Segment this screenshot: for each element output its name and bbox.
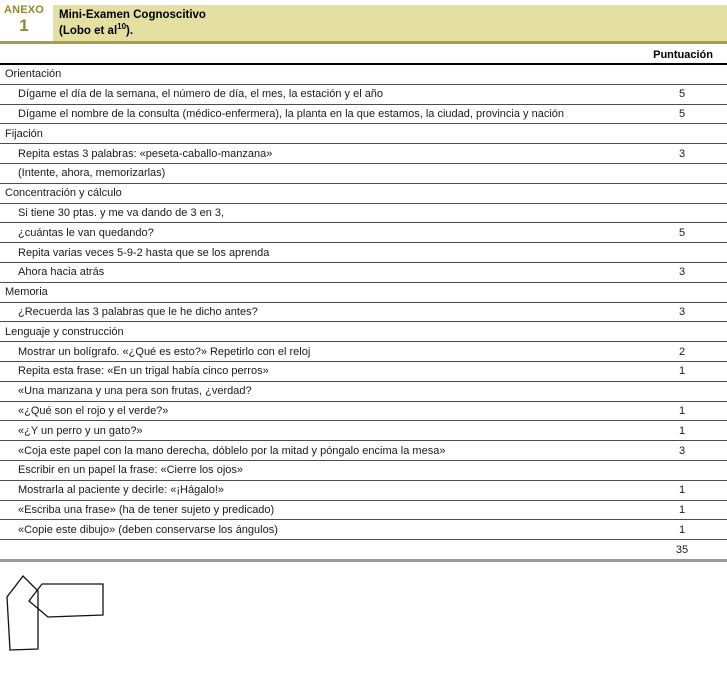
row-text: Mostrar un bolígrafo. «¿Qué es esto?» Repetirlo con el reloj bbox=[18, 345, 311, 358]
row-text: ¿Recuerda las 3 palabras que le he dicho antes? bbox=[18, 305, 258, 318]
row-text: Repita varias veces 5-9-2 hasta que se los aprenda bbox=[18, 246, 270, 259]
row-score: 3 bbox=[678, 305, 686, 318]
row-text: Orientación bbox=[5, 68, 62, 81]
row-text: Dígame el día de la semana, el número de día, el mes, la estación y el año bbox=[18, 88, 384, 101]
row-text: Si tiene 30 ptas. y me va dando de 3 en 3, bbox=[18, 206, 225, 219]
row-text: Memoria bbox=[5, 286, 48, 299]
table-row bbox=[0, 105, 727, 125]
row-text: «¿Qué son el rojo y el verde?» bbox=[18, 404, 169, 417]
row-text: Repita esta frase: «En un trigal había cinco perros» bbox=[18, 365, 269, 378]
row-text: ¿cuántas le van quedando? bbox=[18, 226, 154, 239]
row-text: (Intente, ahora, memorizarlas) bbox=[18, 167, 166, 180]
row-score: 1 bbox=[678, 523, 686, 536]
row-text: «Coja este papel con la mano derecha, dóblelo por la mitad y póngalo encima la mesa» bbox=[18, 444, 446, 457]
total-row bbox=[0, 540, 727, 562]
table-row bbox=[0, 204, 727, 224]
exam-table bbox=[0, 63, 727, 562]
row-score: 3 bbox=[678, 444, 686, 457]
document-subtitle: (Lobo et $al^{10}$). bbox=[59, 22, 134, 37]
table-row bbox=[0, 421, 727, 441]
row-score: 5 bbox=[678, 88, 686, 101]
row-score: 1 bbox=[678, 484, 686, 497]
table-row bbox=[0, 263, 727, 283]
row-text: Repita estas 3 palabras: «peseta-caballo-manzana» bbox=[18, 147, 273, 160]
row-text: «¿Y un perro y un gato?» bbox=[18, 424, 143, 437]
table-row bbox=[0, 382, 727, 402]
table-row bbox=[0, 85, 727, 105]
olive-rule bbox=[0, 41, 727, 44]
table-row bbox=[0, 164, 727, 184]
table-row bbox=[0, 481, 727, 501]
score-column-header: Puntuación bbox=[653, 49, 713, 61]
section-row bbox=[0, 184, 727, 204]
row-text: Mostrarla al paciente y decirle: «¡Hágalo!» bbox=[18, 484, 225, 497]
document-title: Mini-Examen Cognoscitivo bbox=[59, 8, 206, 21]
row-text: Concentración y cálculo bbox=[5, 187, 122, 200]
row-score: 3 bbox=[678, 266, 686, 279]
row-score: 35 bbox=[675, 543, 689, 556]
row-text: Escribir en un papel la frase: «Cierre los ojos» bbox=[18, 464, 244, 477]
section-row bbox=[0, 283, 727, 303]
row-text: Lenguaje y construcción bbox=[5, 325, 124, 338]
table-row bbox=[0, 144, 727, 164]
table-row bbox=[0, 362, 727, 382]
table-row bbox=[0, 461, 727, 481]
table-row bbox=[0, 501, 727, 521]
anexo-badge bbox=[0, 0, 48, 38]
row-text: «Una manzana y una pera son frutas, ¿verdad? bbox=[18, 385, 252, 398]
section-row bbox=[0, 322, 727, 342]
table-row bbox=[0, 342, 727, 362]
table-row bbox=[0, 402, 727, 422]
row-score: 2 bbox=[678, 345, 686, 358]
row-score: 5 bbox=[678, 226, 686, 239]
row-text: Dígame el nombre de la consulta (médico-enfermera), la planta en la que estamos, la ciudad, provincia y nación bbox=[18, 107, 565, 120]
row-text: «Copie este dibujo» (deben conservarse los ángulos) bbox=[18, 523, 278, 536]
table-row bbox=[0, 303, 727, 323]
table-row bbox=[0, 520, 727, 540]
row-score: 1 bbox=[678, 424, 686, 437]
row-text: Fijación bbox=[5, 127, 43, 140]
row-score: 3 bbox=[678, 147, 686, 160]
tag-pentagon bbox=[29, 584, 103, 617]
title-bar bbox=[53, 5, 727, 41]
house-pentagon bbox=[7, 576, 38, 650]
row-text: Ahora hacia atrás bbox=[18, 266, 105, 279]
row-text: «Escriba una frase» (ha de tener sujeto y predicado) bbox=[18, 503, 275, 516]
row-score: 5 bbox=[678, 107, 686, 120]
pentagons-drawing bbox=[0, 570, 115, 665]
row-score: 1 bbox=[678, 503, 686, 516]
table-row bbox=[0, 441, 727, 461]
table-row bbox=[0, 223, 727, 243]
anexo-number: 1 bbox=[19, 15, 29, 35]
row-score: 1 bbox=[678, 404, 686, 417]
row-score: 1 bbox=[678, 365, 686, 378]
anexo-label: ANEXO bbox=[3, 3, 45, 16]
section-row bbox=[0, 124, 727, 144]
section-row bbox=[0, 65, 727, 85]
table-row bbox=[0, 243, 727, 263]
citation-superscript: 10 bbox=[117, 22, 127, 32]
